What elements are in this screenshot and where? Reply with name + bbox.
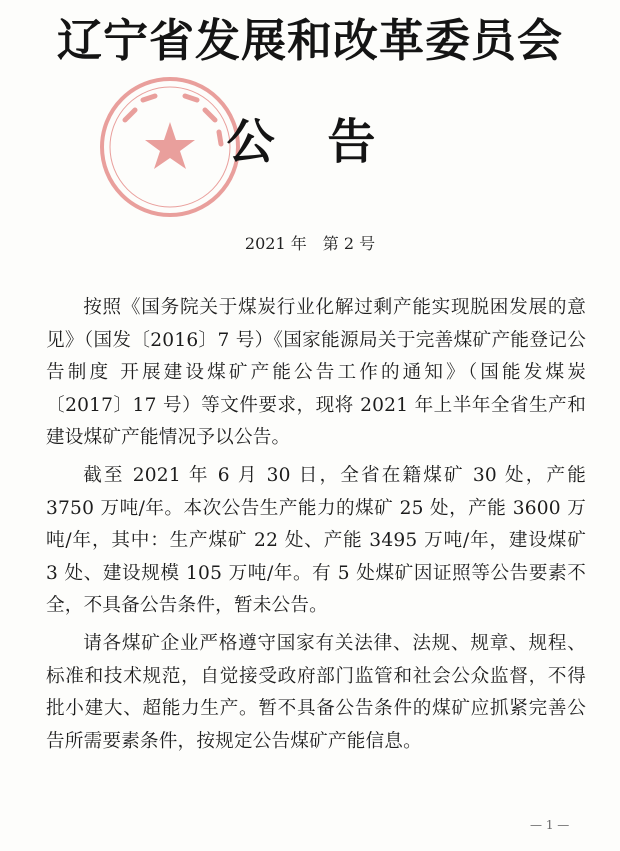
- body-paragraph: 截至 2021 年 6 月 30 日，全省在籍煤矿 30 处，产能 3750 万吨/年。本次公告生产能力的煤矿 25 处，产能 3600 万吨/年，其中：生产煤矿 22 处、产能 3495 万吨/年，建设煤矿 3 处、建设规模 105 万吨/年。有 5 处煤矿因证照等公告要素不全，不具备公告条件，暂未公告。: [46, 464, 586, 617]
- issuing-organization-title: 辽宁省发展和改革委员会: [56, 14, 563, 67]
- document-type-heading: 公 告: [226, 114, 394, 170]
- announcement-body: [46, 292, 586, 763]
- body-paragraph: 按照《国务院关于煤炭行业化解过剩产能实现脱困发展的意见》（国发〔2016〕7 号）《国家能源局关于完善煤矿产能登记公告制度 开展建设煤矿产能公告工作的通知》（国能发煤炭〔2017〕17 号）等文件要求，现将 2021 年上半年全省生产和建设煤矿产能情况予以公告。: [46, 297, 586, 449]
- document-number: [0, 231, 620, 254]
- page-number: — 1 —: [530, 818, 570, 832]
- document-number-year: 2021 年: [244, 234, 307, 253]
- document-number-issue: 第 2 号: [322, 234, 376, 253]
- body-paragraph: 请各煤矿企业严格遵守国家有关法律、法规、规章、规程、标准和技术规范，自觉接受政府部门监管和社会公众监督，不得批小建大、超能力生产。暂不具备公告条件的煤矿应抓紧完善公告所需要素条件，按规定公告煤矿产能信息。: [46, 632, 586, 752]
